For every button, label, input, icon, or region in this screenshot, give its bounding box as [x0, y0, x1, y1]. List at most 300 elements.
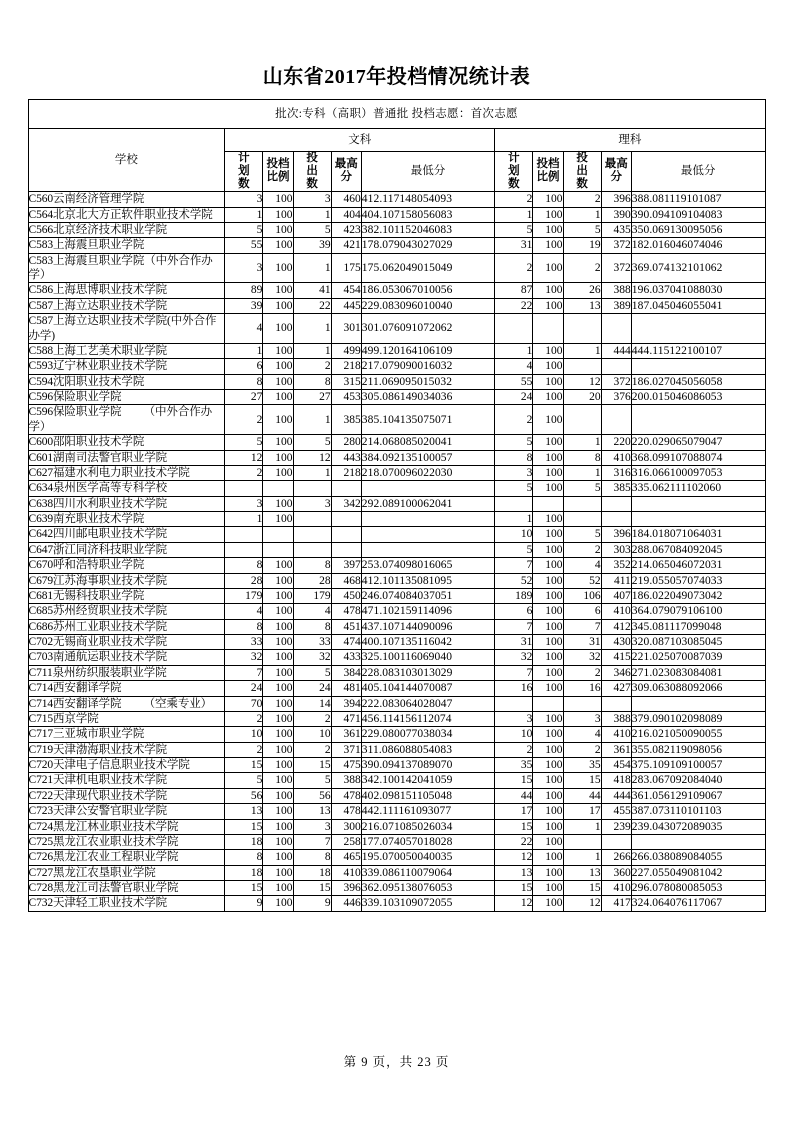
arts-low-cell: 222.083064028047	[361, 696, 495, 711]
science-ratio-cell: 100	[533, 588, 563, 603]
school-name-cell: C639南充职业技术学院	[28, 512, 225, 527]
science-out-cell	[563, 359, 601, 374]
science-plan-cell: 1	[495, 512, 533, 527]
arts-ratio-cell: 100	[263, 650, 293, 665]
science-ratio-cell: 100	[533, 665, 563, 680]
school-name-cell: C638四川水利职业技术学院	[28, 496, 225, 511]
table-row	[28, 742, 765, 757]
arts-plan-cell: 5	[225, 435, 263, 450]
science-out-cell: 3	[563, 711, 601, 726]
science-plan-cell: 7	[495, 665, 533, 680]
arts-plan-cell: 10	[225, 727, 263, 742]
science-low-cell: 375.109109100057	[631, 758, 765, 773]
arts-ratio-cell: 100	[263, 496, 293, 511]
science-ratio-cell: 100	[533, 390, 563, 405]
science-low-cell: 239.043072089035	[631, 819, 765, 834]
science-ratio-cell: 100	[533, 405, 563, 435]
science-plan-cell: 22	[495, 834, 533, 849]
arts-ratio-cell: 100	[263, 665, 293, 680]
science-plan-cell: 44	[495, 788, 533, 803]
science-out-cell: 1	[563, 343, 601, 358]
arts-low-cell: 412.117148054093	[361, 192, 495, 207]
science-ratio-cell: 100	[533, 681, 563, 696]
science-low-cell: 361.056129109067	[631, 788, 765, 803]
arts-out-cell	[293, 542, 331, 557]
science-ratio-cell: 100	[533, 374, 563, 389]
school-name-cell: C587上海立达职业技术学院	[28, 298, 225, 313]
science-high-cell: 396	[601, 192, 631, 207]
arts-high-cell: 385	[331, 405, 361, 435]
science-low-cell: 220.029065079047	[631, 435, 765, 450]
table-row	[28, 450, 765, 465]
table-row	[28, 711, 765, 726]
page-footer: 第 9 页，共 23 页	[343, 1055, 450, 1069]
arts-high-cell	[331, 512, 361, 527]
table-row	[28, 222, 765, 237]
group-header-arts: 文科	[225, 129, 495, 152]
science-high-cell	[601, 512, 631, 527]
table-body	[28, 192, 765, 912]
science-out-cell: 5	[563, 527, 601, 542]
science-ratio-cell	[533, 696, 563, 711]
arts-high-cell: 478	[331, 604, 361, 619]
school-name-cell: C711泉州纺织服装职业学院	[28, 665, 225, 680]
science-ratio-cell: 100	[533, 804, 563, 819]
science-ratio-cell: 100	[533, 238, 563, 253]
science-out-cell: 6	[563, 604, 601, 619]
arts-ratio-cell: 100	[263, 192, 293, 207]
school-name-cell: C728黑龙江司法警官职业学院	[28, 881, 225, 896]
arts-out-cell: 8	[293, 850, 331, 865]
page-title: 山东省2017年投档情况统计表	[262, 66, 531, 88]
group-header-row	[28, 129, 765, 152]
science-out-cell: 5	[563, 481, 601, 496]
arts-plan-cell: 2	[225, 711, 263, 726]
science-ratio-cell: 100	[533, 542, 563, 557]
school-name-cell: C722天津现代职业技术学院	[28, 788, 225, 803]
science-plan-cell: 22	[495, 298, 533, 313]
arts-plan-cell: 4	[225, 314, 263, 344]
science-low-cell: 182.016046074046	[631, 238, 765, 253]
arts-plan-cell: 1	[225, 207, 263, 222]
science-out-cell: 12	[563, 374, 601, 389]
table-row	[28, 588, 765, 603]
science-high-cell: 390	[601, 207, 631, 222]
science-high-cell: 266	[601, 850, 631, 865]
science-low-cell: 388.081119101087	[631, 192, 765, 207]
table-row	[28, 881, 765, 896]
arts-high-cell: 404	[331, 207, 361, 222]
science-low-cell: 216.021050090055	[631, 727, 765, 742]
science-plan-cell: 189	[495, 588, 533, 603]
col-header-science-ratio: 投档比例	[533, 152, 563, 192]
arts-plan-cell: 2	[225, 465, 263, 480]
arts-high-cell: 446	[331, 896, 361, 911]
school-name-cell: C703南通航运职业技术学院	[28, 650, 225, 665]
school-name-cell: C681无锡科技职业学院	[28, 588, 225, 603]
arts-plan-cell: 3	[225, 253, 263, 283]
science-ratio-cell: 100	[533, 850, 563, 865]
arts-high-cell	[331, 481, 361, 496]
science-low-cell: 200.015046086053	[631, 390, 765, 405]
batch-banner: 批次:专科（高职）普通批 投档志愿：首次志愿	[28, 100, 765, 129]
science-low-cell: 296.078080085053	[631, 881, 765, 896]
arts-plan-cell: 89	[225, 283, 263, 298]
table-row	[28, 343, 765, 358]
table-row	[28, 253, 765, 283]
arts-low-cell	[361, 542, 495, 557]
science-plan-cell: 52	[495, 573, 533, 588]
arts-low-cell: 229.083096010040	[361, 298, 495, 313]
science-out-cell: 4	[563, 727, 601, 742]
table-row	[28, 758, 765, 773]
arts-high-cell: 218	[331, 465, 361, 480]
arts-ratio-cell: 100	[263, 804, 293, 819]
school-name-cell: C717三亚城市职业学院	[28, 727, 225, 742]
science-out-cell: 2	[563, 253, 601, 283]
arts-plan-cell: 9	[225, 896, 263, 911]
science-ratio-cell: 100	[533, 222, 563, 237]
table-row	[28, 207, 765, 222]
arts-out-cell	[293, 527, 331, 542]
science-high-cell: 430	[601, 635, 631, 650]
table-row	[28, 359, 765, 374]
science-out-cell	[563, 512, 601, 527]
science-ratio-cell: 100	[533, 481, 563, 496]
arts-ratio-cell	[263, 527, 293, 542]
science-ratio-cell: 100	[533, 359, 563, 374]
school-name-cell: C732天津轻工职业技术学院	[28, 896, 225, 911]
arts-out-cell: 2	[293, 711, 331, 726]
arts-low-cell: 339.103109072055	[361, 896, 495, 911]
arts-high-cell: 478	[331, 804, 361, 819]
science-high-cell: 396	[601, 527, 631, 542]
school-name-cell: C725黑龙江农业职业技术学院	[28, 834, 225, 849]
arts-low-cell: 405.104144070087	[361, 681, 495, 696]
arts-ratio-cell: 100	[263, 314, 293, 344]
table-row	[28, 834, 765, 849]
science-ratio-cell: 100	[533, 207, 563, 222]
science-low-cell: 379.090102098089	[631, 711, 765, 726]
science-out-cell: 13	[563, 865, 601, 880]
arts-out-cell: 5	[293, 435, 331, 450]
arts-out-cell: 5	[293, 665, 331, 680]
science-high-cell	[601, 405, 631, 435]
arts-high-cell: 433	[331, 650, 361, 665]
science-out-cell: 19	[563, 238, 601, 253]
arts-ratio-cell: 100	[263, 343, 293, 358]
arts-plan-cell: 56	[225, 788, 263, 803]
arts-plan-cell: 32	[225, 650, 263, 665]
science-out-cell	[563, 405, 601, 435]
science-low-cell: 387.073110101103	[631, 804, 765, 819]
science-ratio-cell: 100	[533, 711, 563, 726]
arts-high-cell: 388	[331, 773, 361, 788]
arts-low-cell: 301.076091072062	[361, 314, 495, 344]
science-high-cell: 411	[601, 573, 631, 588]
science-ratio-cell: 100	[533, 298, 563, 313]
science-out-cell: 12	[563, 896, 601, 911]
arts-out-cell: 22	[293, 298, 331, 313]
science-high-cell: 352	[601, 558, 631, 573]
science-out-cell	[563, 834, 601, 849]
science-ratio-cell: 100	[533, 450, 563, 465]
school-name-cell: C583上海震旦职业学院	[28, 238, 225, 253]
science-low-cell: 214.065046072031	[631, 558, 765, 573]
science-plan-cell: 3	[495, 711, 533, 726]
arts-out-cell: 2	[293, 359, 331, 374]
arts-out-cell	[293, 512, 331, 527]
science-high-cell: 410	[601, 727, 631, 742]
arts-ratio-cell: 100	[263, 727, 293, 742]
arts-plan-cell: 1	[225, 343, 263, 358]
science-ratio-cell: 100	[533, 865, 563, 880]
science-ratio-cell: 100	[533, 788, 563, 803]
arts-plan-cell: 18	[225, 865, 263, 880]
science-out-cell: 7	[563, 619, 601, 634]
arts-high-cell: 397	[331, 558, 361, 573]
science-plan-cell: 5	[495, 222, 533, 237]
table-row	[28, 896, 765, 911]
science-ratio-cell: 100	[533, 819, 563, 834]
arts-high-cell: 361	[331, 727, 361, 742]
science-ratio-cell: 100	[533, 465, 563, 480]
school-name-cell: C583上海震旦职业学院（中外合作办学）	[28, 253, 225, 283]
table-row	[28, 696, 765, 711]
arts-out-cell: 32	[293, 650, 331, 665]
arts-plan-cell: 8	[225, 558, 263, 573]
table-row	[28, 496, 765, 511]
arts-low-cell: 402.098151105048	[361, 788, 495, 803]
arts-plan-cell	[225, 527, 263, 542]
school-name-cell: C586上海思博职业技术学院	[28, 283, 225, 298]
arts-out-cell: 24	[293, 681, 331, 696]
arts-ratio-cell: 100	[263, 573, 293, 588]
science-low-cell: 283.067092084040	[631, 773, 765, 788]
arts-ratio-cell: 100	[263, 588, 293, 603]
science-high-cell: 410	[601, 881, 631, 896]
science-high-cell: 410	[601, 450, 631, 465]
arts-low-cell: 229.080077038034	[361, 727, 495, 742]
arts-ratio-cell: 100	[263, 207, 293, 222]
arts-out-cell: 1	[293, 343, 331, 358]
science-out-cell: 15	[563, 773, 601, 788]
science-plan-cell: 24	[495, 390, 533, 405]
arts-ratio-cell: 100	[263, 742, 293, 757]
arts-high-cell: 445	[331, 298, 361, 313]
arts-plan-cell: 5	[225, 773, 263, 788]
school-name-cell: C702无锡商业职业技术学院	[28, 635, 225, 650]
science-ratio-cell: 100	[533, 881, 563, 896]
science-ratio-cell: 100	[533, 727, 563, 742]
arts-plan-cell: 13	[225, 804, 263, 819]
science-out-cell: 17	[563, 804, 601, 819]
school-name-cell: C724黑龙江林业职业技术学院	[28, 819, 225, 834]
arts-high-cell: 450	[331, 588, 361, 603]
table-row	[28, 283, 765, 298]
arts-ratio-cell: 100	[263, 390, 293, 405]
school-name-cell: C714西安翻译学院	[28, 681, 225, 696]
arts-high-cell	[331, 542, 361, 557]
science-ratio-cell: 100	[533, 512, 563, 527]
arts-plan-cell: 2	[225, 405, 263, 435]
arts-plan-cell: 12	[225, 450, 263, 465]
science-ratio-cell: 100	[533, 650, 563, 665]
arts-ratio-cell: 100	[263, 558, 293, 573]
table-row	[28, 314, 765, 344]
table-header	[28, 100, 765, 192]
science-out-cell: 32	[563, 650, 601, 665]
arts-ratio-cell: 100	[263, 465, 293, 480]
school-name-cell: C596保险职业学院	[28, 390, 225, 405]
science-high-cell: 360	[601, 865, 631, 880]
science-ratio-cell: 100	[533, 619, 563, 634]
arts-out-cell: 15	[293, 758, 331, 773]
col-header-arts-high: 最高分	[331, 152, 361, 192]
science-out-cell: 16	[563, 681, 601, 696]
science-out-cell: 1	[563, 465, 601, 480]
table-row	[28, 435, 765, 450]
arts-plan-cell: 6	[225, 359, 263, 374]
science-high-cell: 346	[601, 665, 631, 680]
table-row	[28, 238, 765, 253]
science-plan-cell: 6	[495, 604, 533, 619]
science-out-cell: 52	[563, 573, 601, 588]
arts-low-cell: 253.074098016065	[361, 558, 495, 573]
school-name-cell: C686苏州工业职业技术学院	[28, 619, 225, 634]
school-name-cell: C560云南经济管理学院	[28, 192, 225, 207]
arts-plan-cell: 39	[225, 298, 263, 313]
science-ratio-cell	[533, 496, 563, 511]
science-high-cell	[601, 496, 631, 511]
arts-ratio-cell: 100	[263, 758, 293, 773]
arts-low-cell: 385.104135075071	[361, 405, 495, 435]
arts-high-cell: 410	[331, 865, 361, 880]
col-header-arts-plan: 计划数	[225, 152, 263, 192]
science-low-cell: 187.045046055041	[631, 298, 765, 313]
school-name-cell: C564北京北大方正软件职业技术学院	[28, 207, 225, 222]
arts-low-cell: 218.070096022030	[361, 465, 495, 480]
arts-high-cell: 396	[331, 881, 361, 896]
arts-ratio-cell: 100	[263, 283, 293, 298]
group-header-science: 理科	[495, 129, 765, 152]
arts-low-cell: 214.068085020041	[361, 435, 495, 450]
science-plan-cell: 2	[495, 405, 533, 435]
arts-high-cell: 481	[331, 681, 361, 696]
arts-low-cell: 178.079043027029	[361, 238, 495, 253]
col-header-arts-low: 最低分	[361, 152, 495, 192]
school-name-cell: C634泉州医学高等专科学校	[28, 481, 225, 496]
science-out-cell: 2	[563, 665, 601, 680]
arts-high-cell: 301	[331, 314, 361, 344]
table-row	[28, 804, 765, 819]
arts-ratio-cell: 100	[263, 222, 293, 237]
arts-high-cell: 342	[331, 496, 361, 511]
arts-low-cell: 217.079090016032	[361, 359, 495, 374]
table-row	[28, 865, 765, 880]
school-name-cell: C594沈阳职业技术学院	[28, 374, 225, 389]
science-low-cell: 186.022049073042	[631, 588, 765, 603]
science-low-cell: 444.115122100107	[631, 343, 765, 358]
science-ratio-cell: 100	[533, 558, 563, 573]
arts-high-cell: 475	[331, 758, 361, 773]
science-high-cell: 412	[601, 619, 631, 634]
arts-low-cell	[361, 527, 495, 542]
science-plan-cell: 3	[495, 465, 533, 480]
school-name-cell: C600邵阳职业技术学院	[28, 435, 225, 450]
arts-ratio-cell: 100	[263, 604, 293, 619]
arts-high-cell: 371	[331, 742, 361, 757]
arts-low-cell: 175.062049015049	[361, 253, 495, 283]
arts-plan-cell: 18	[225, 834, 263, 849]
school-name-cell: C715西京学院	[28, 711, 225, 726]
col-header-science-plan: 计划数	[495, 152, 533, 192]
arts-ratio-cell	[263, 542, 293, 557]
arts-ratio-cell: 100	[263, 834, 293, 849]
science-out-cell: 1	[563, 850, 601, 865]
school-name-cell: C670呼和浩特职业学院	[28, 558, 225, 573]
arts-ratio-cell: 100	[263, 681, 293, 696]
arts-out-cell: 15	[293, 881, 331, 896]
school-name-cell: C726黑龙江农业工程职业学院	[28, 850, 225, 865]
table-row	[28, 192, 765, 207]
science-low-cell	[631, 314, 765, 344]
science-high-cell: 444	[601, 788, 631, 803]
table-row	[28, 465, 765, 480]
science-out-cell: 5	[563, 222, 601, 237]
science-low-cell: 309.063088092066	[631, 681, 765, 696]
science-plan-cell	[495, 496, 533, 511]
arts-plan-cell: 3	[225, 192, 263, 207]
science-plan-cell: 87	[495, 283, 533, 298]
science-out-cell: 13	[563, 298, 601, 313]
arts-plan-cell	[225, 542, 263, 557]
arts-ratio-cell: 100	[263, 512, 293, 527]
science-plan-cell: 17	[495, 804, 533, 819]
science-low-cell: 184.018071064031	[631, 527, 765, 542]
arts-high-cell: 280	[331, 435, 361, 450]
science-plan-cell: 32	[495, 650, 533, 665]
arts-ratio-cell: 100	[263, 359, 293, 374]
arts-out-cell: 5	[293, 222, 331, 237]
science-plan-cell: 10	[495, 727, 533, 742]
arts-low-cell: 384.092135100057	[361, 450, 495, 465]
arts-ratio-cell	[263, 481, 293, 496]
table-row	[28, 819, 765, 834]
science-low-cell: 350.069130095056	[631, 222, 765, 237]
science-high-cell: 417	[601, 896, 631, 911]
table-row	[28, 619, 765, 634]
school-column-header: 学校	[28, 129, 225, 192]
arts-out-cell	[293, 481, 331, 496]
science-low-cell	[631, 496, 765, 511]
table-row	[28, 481, 765, 496]
table-row	[28, 558, 765, 573]
science-plan-cell: 15	[495, 819, 533, 834]
school-name-cell: C714西安翻译学院 （空乘专业）	[28, 696, 225, 711]
science-ratio-cell: 100	[533, 773, 563, 788]
table-row	[28, 773, 765, 788]
arts-high-cell: 421	[331, 238, 361, 253]
science-low-cell: 271.023083084081	[631, 665, 765, 680]
science-high-cell: 388	[601, 711, 631, 726]
arts-ratio-cell: 100	[263, 819, 293, 834]
arts-ratio-cell: 100	[263, 881, 293, 896]
arts-low-cell: 228.083103013029	[361, 665, 495, 680]
arts-plan-cell: 27	[225, 390, 263, 405]
science-out-cell: 35	[563, 758, 601, 773]
science-low-cell: 335.062111102060	[631, 481, 765, 496]
